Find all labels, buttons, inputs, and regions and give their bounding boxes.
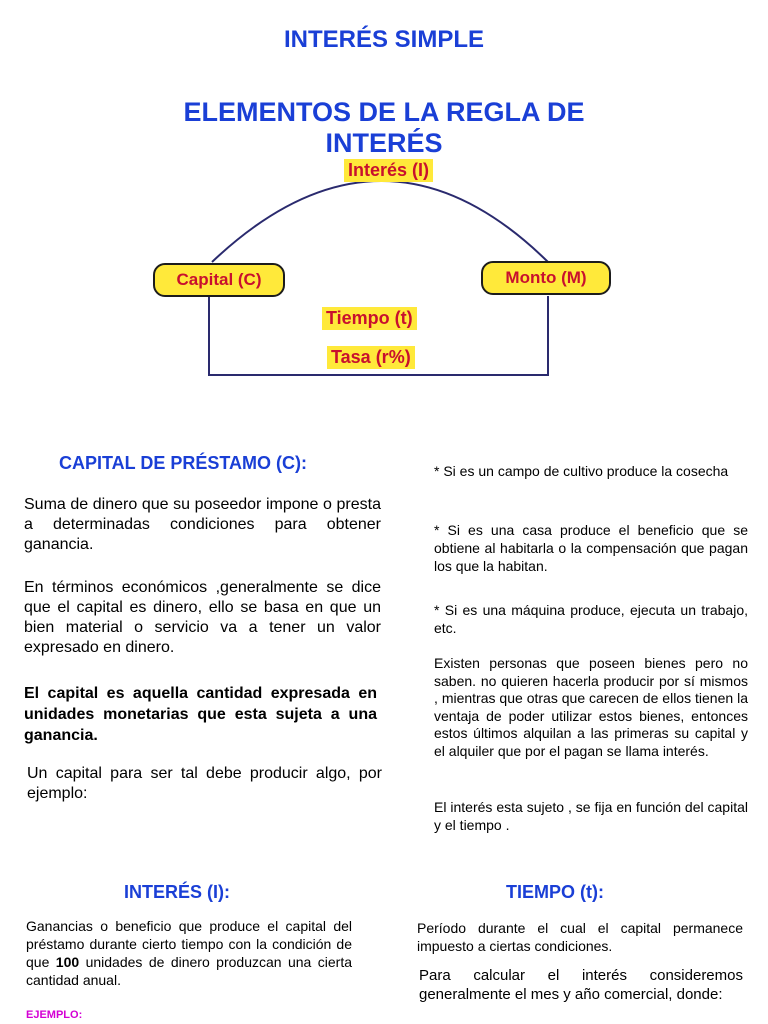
tiempo-definition: Período durante el cual el capital permanece impuesto a ciertas condiciones.	[417, 920, 743, 954]
capital-pill: Capital (C)	[153, 263, 285, 297]
diagram-title-line1: ELEMENTOS DE LA REGLA DE	[183, 97, 585, 127]
interest-explanation: Existen personas que poseen bienes pero no saben. no quieren hacerla producir por sí mismos , mientras que otras que carecen de ellos tienen la ventaja de poder utilizar estos bienes, entonces estos últimos alquilan a las primeras su capital y el alquiler que por el pagan se llama interés.	[434, 655, 748, 759]
interes-definition-b: unidades de dinero produzcan una cierta cantidad anual.	[26, 954, 352, 988]
page-title: INTERÉS SIMPLE	[283, 26, 485, 53]
diagram-title-line2: INTERÉS	[325, 128, 443, 158]
interes-definition	[26, 917, 352, 989]
capital-economic-text: En términos económicos ,generalmente se dice que el capital es dinero, ello se basa en que un bien material o servicio va a tener un valor expresado en dinero.	[24, 579, 381, 656]
monto-pill: Monto (M)	[481, 261, 611, 295]
tiempo-calculation-note: Para calcular el interés consideremos generalmente el mes y año comercial, donde:	[419, 967, 743, 1003]
diagram-arc	[212, 181, 548, 262]
interest-dependency: El interés esta sujeto , se fija en función del capital y el tiempo .	[434, 799, 748, 833]
interes-section-title: INTERÉS (I):	[124, 882, 230, 902]
tiempo-section-title: TIEMPO (t):	[506, 882, 604, 902]
ejemplo-label: EJEMPLO:	[26, 1009, 83, 1021]
interes-definition-number: 100	[55, 954, 80, 970]
tiempo-label: Tiempo (t)	[322, 307, 417, 330]
bullet-casa: * Si es una casa produce el beneficio que se obtiene al habitarla o la compensación que pagan los que la habitan.	[434, 522, 748, 574]
capital-section-title: CAPITAL DE PRÉSTAMO (C):	[59, 453, 307, 473]
tasa-label: Tasa (r%)	[327, 346, 415, 369]
bullet-maquina: * Si es una máquina produce, ejecuta un trabajo, etc.	[434, 602, 748, 636]
diagram-lines	[0, 0, 768, 400]
capital-definition: Suma de dinero que su poseedor impone o presta a determinadas condiciones para obtener ganancia.	[24, 496, 381, 553]
interes-definition-a: Ganancias o beneficio que produce el capital del préstamo durante cierto tiempo con la condición de que	[26, 918, 352, 970]
capital-example-intro: Un capital para ser tal debe producir algo, por ejemplo:	[27, 765, 382, 802]
interes-label: Interés (I)	[344, 159, 433, 182]
bullet-cultivo: * Si es un campo de cultivo produce la cosecha	[434, 463, 729, 479]
capital-bold-statement: El capital es aquella cantidad expresada en unidades monetarias que esta sujeta a una ganancia.	[24, 685, 377, 744]
